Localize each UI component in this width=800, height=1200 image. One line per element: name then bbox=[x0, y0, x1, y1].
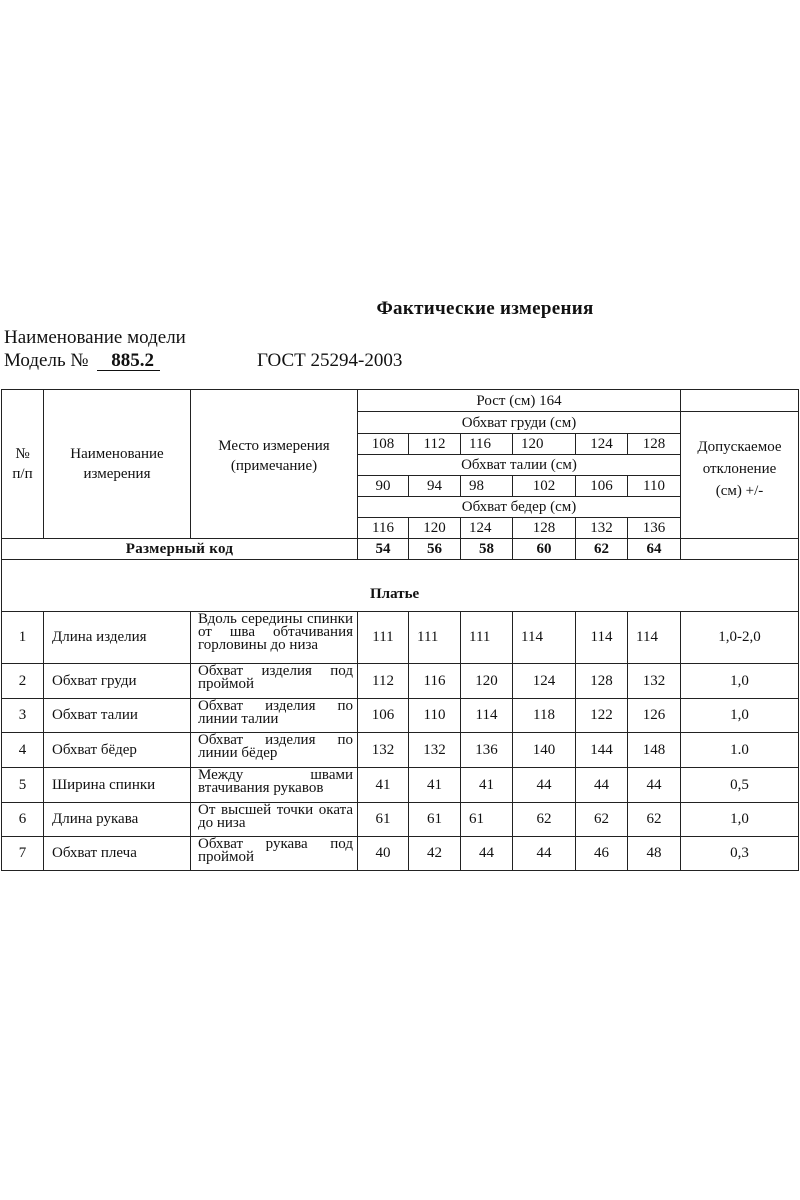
row-index: 5 bbox=[2, 768, 44, 803]
size-code-tolerance-empty bbox=[681, 539, 799, 560]
row-value: 41 bbox=[409, 768, 461, 803]
row-value: 114 bbox=[576, 612, 628, 664]
row-name: Обхват бёдер bbox=[44, 733, 191, 768]
row-name: Ширина спинки bbox=[44, 768, 191, 803]
row-value: 62 bbox=[628, 803, 681, 837]
row-name: Обхват груди bbox=[44, 664, 191, 699]
row-value: 132 bbox=[409, 733, 461, 768]
header-tolerance-line1: Допускаемое bbox=[697, 439, 782, 455]
row-name: Обхват талии bbox=[44, 699, 191, 733]
header-measurement-name-line1: Наименование bbox=[70, 446, 164, 462]
row-value: 132 bbox=[628, 664, 681, 699]
row-value: 114 bbox=[461, 699, 513, 733]
header-tolerance bbox=[681, 412, 799, 539]
size-code: 64 bbox=[628, 539, 681, 560]
row-note: Обхват изделия под проймой bbox=[191, 664, 358, 699]
hip-value: 128 bbox=[513, 518, 576, 539]
header-location bbox=[191, 390, 358, 539]
row-tolerance: 0,3 bbox=[681, 837, 799, 871]
row-value: 112 bbox=[358, 664, 409, 699]
row-index: 3 bbox=[2, 699, 44, 733]
header-waist-girth: Обхват талии (см) bbox=[358, 455, 681, 476]
row-value: 46 bbox=[576, 837, 628, 871]
waist-value: 106 bbox=[576, 476, 628, 497]
size-code: 54 bbox=[358, 539, 409, 560]
row-value: 111 bbox=[409, 612, 461, 664]
waist-value: 102 bbox=[513, 476, 576, 497]
row-value: 62 bbox=[513, 803, 576, 837]
row-value: 106 bbox=[358, 699, 409, 733]
row-value: 41 bbox=[358, 768, 409, 803]
hip-value: 120 bbox=[409, 518, 461, 539]
hip-value: 124 bbox=[461, 518, 513, 539]
chest-value: 112 bbox=[409, 434, 461, 455]
waist-value: 98 bbox=[461, 476, 513, 497]
row-value: 61 bbox=[461, 803, 513, 837]
table-row bbox=[2, 803, 799, 837]
waist-value: 90 bbox=[358, 476, 409, 497]
row-name: Обхват плеча bbox=[44, 837, 191, 871]
row-value: 122 bbox=[576, 699, 628, 733]
header-index-line2: п/п bbox=[12, 466, 33, 482]
chest-value: 124 bbox=[576, 434, 628, 455]
row-note: От высшей точки оката до низа bbox=[191, 803, 358, 837]
header-tolerance-line2: отклонение bbox=[702, 461, 777, 477]
header-location-line2: (примечание) bbox=[230, 458, 318, 474]
row-value: 118 bbox=[513, 699, 576, 733]
row-value: 136 bbox=[461, 733, 513, 768]
row-value: 111 bbox=[461, 612, 513, 664]
header-measurement-name-line2: измерения bbox=[83, 466, 151, 482]
row-value: 48 bbox=[628, 837, 681, 871]
row-index: 2 bbox=[2, 664, 44, 699]
row-value: 144 bbox=[576, 733, 628, 768]
row-name: Длина изделия bbox=[44, 612, 191, 664]
row-value: 42 bbox=[409, 837, 461, 871]
row-value: 148 bbox=[628, 733, 681, 768]
row-value: 114 bbox=[628, 612, 681, 664]
row-note: Между швами втачивания рукавов bbox=[191, 768, 358, 803]
row-index: 1 bbox=[2, 612, 44, 664]
row-value: 120 bbox=[461, 664, 513, 699]
row-note: Обхват рукава под проймой bbox=[191, 837, 358, 871]
row-value: 110 bbox=[409, 699, 461, 733]
row-value: 111 bbox=[358, 612, 409, 664]
size-code: 56 bbox=[409, 539, 461, 560]
chest-value: 108 bbox=[358, 434, 409, 455]
model-number-value: 885.2 bbox=[97, 351, 160, 371]
row-value: 44 bbox=[513, 768, 576, 803]
row-value: 61 bbox=[358, 803, 409, 837]
model-name-label: Наименование модели bbox=[4, 327, 186, 348]
hip-value: 116 bbox=[358, 518, 409, 539]
document-title: Фактические измерения bbox=[376, 298, 594, 319]
standard-reference: ГОСТ 25294-2003 bbox=[257, 350, 403, 371]
row-tolerance: 1,0 bbox=[681, 803, 799, 837]
row-value: 61 bbox=[409, 803, 461, 837]
waist-value: 94 bbox=[409, 476, 461, 497]
header-index-line1: № bbox=[15, 446, 30, 462]
table-row bbox=[2, 733, 799, 768]
row-value: 44 bbox=[628, 768, 681, 803]
row-tolerance: 1,0 bbox=[681, 699, 799, 733]
row-name: Длина рукава bbox=[44, 803, 191, 837]
row-value: 126 bbox=[628, 699, 681, 733]
row-value: 44 bbox=[576, 768, 628, 803]
row-note: Обхват изделия по линии талии bbox=[191, 699, 358, 733]
row-value: 44 bbox=[513, 837, 576, 871]
row-value: 41 bbox=[461, 768, 513, 803]
hip-value: 132 bbox=[576, 518, 628, 539]
header-location-line1: Место измерения bbox=[218, 438, 330, 454]
section-title: Платье bbox=[2, 560, 799, 612]
table-row bbox=[2, 699, 799, 733]
size-code: 58 bbox=[461, 539, 513, 560]
row-value: 62 bbox=[576, 803, 628, 837]
row-index: 4 bbox=[2, 733, 44, 768]
header-hip-girth: Обхват бедер (см) bbox=[358, 497, 681, 518]
row-note: Вдоль середины спинки от шва обтачивания горловины до низа bbox=[191, 612, 358, 664]
row-value: 116 bbox=[409, 664, 461, 699]
model-number-row bbox=[4, 350, 160, 372]
row-value: 132 bbox=[358, 733, 409, 768]
row-tolerance: 1,0 bbox=[681, 664, 799, 699]
row-tolerance: 1.0 bbox=[681, 733, 799, 768]
header-tolerance-top bbox=[681, 390, 799, 412]
row-index: 7 bbox=[2, 837, 44, 871]
header-chest-girth: Обхват груди (см) bbox=[358, 412, 681, 434]
row-index: 6 bbox=[2, 803, 44, 837]
waist-value: 110 bbox=[628, 476, 681, 497]
header-measurement-name bbox=[44, 390, 191, 539]
table-row bbox=[2, 612, 799, 664]
table-row bbox=[2, 664, 799, 699]
table-row bbox=[2, 837, 799, 871]
table-row bbox=[2, 768, 799, 803]
measurements-table bbox=[1, 389, 799, 871]
chest-value: 116 bbox=[461, 434, 513, 455]
header-tolerance-line3: (см) +/- bbox=[715, 483, 764, 499]
row-tolerance: 1,0-2,0 bbox=[681, 612, 799, 664]
chest-value: 120 bbox=[513, 434, 576, 455]
header-height: Рост (см) 164 bbox=[358, 390, 681, 412]
hip-value: 136 bbox=[628, 518, 681, 539]
row-value: 44 bbox=[461, 837, 513, 871]
row-value: 114 bbox=[513, 612, 576, 664]
size-code-label: Размерный код bbox=[2, 539, 358, 560]
size-code: 62 bbox=[576, 539, 628, 560]
row-value: 124 bbox=[513, 664, 576, 699]
chest-value: 128 bbox=[628, 434, 681, 455]
size-code: 60 bbox=[513, 539, 576, 560]
row-note: Обхват изделия по линии бёдер bbox=[191, 733, 358, 768]
header-index bbox=[2, 390, 44, 539]
model-number-label: Модель № bbox=[4, 350, 89, 371]
row-value: 40 bbox=[358, 837, 409, 871]
row-value: 128 bbox=[576, 664, 628, 699]
row-tolerance: 0,5 bbox=[681, 768, 799, 803]
row-value: 140 bbox=[513, 733, 576, 768]
